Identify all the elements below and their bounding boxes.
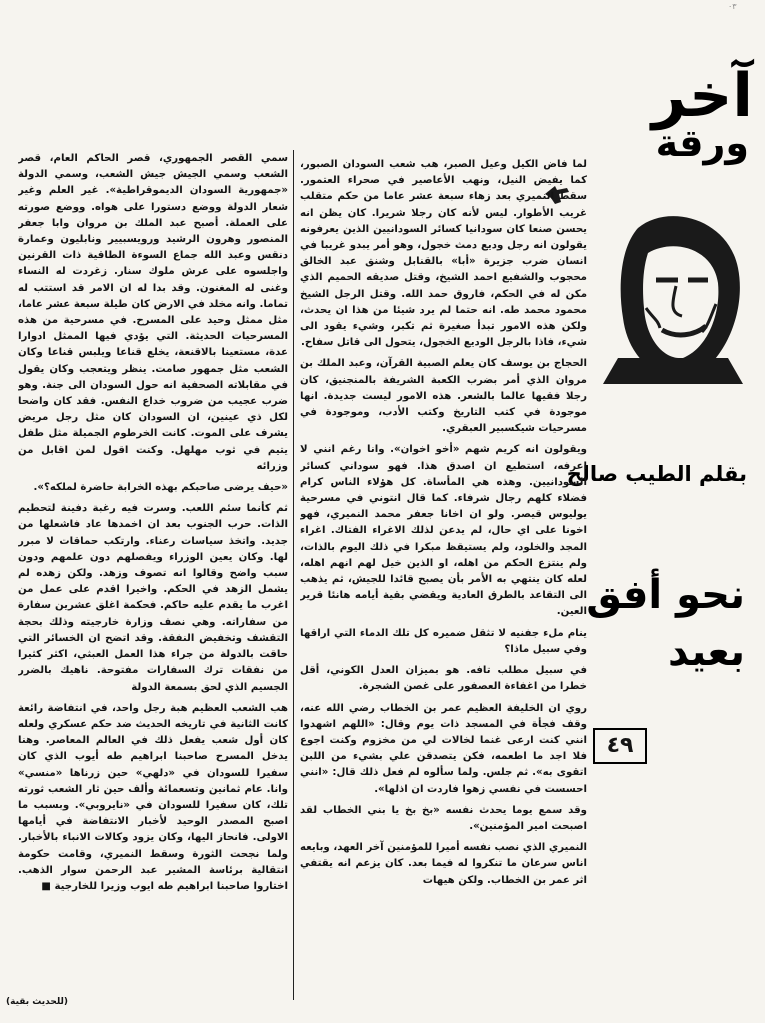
page-number: ٤٩ (593, 728, 647, 764)
section-title-line2: بعيد (667, 629, 745, 675)
author-byline: بقلم الطيب صالح (566, 462, 747, 486)
paragraph: هب الشعب العظيم هبة رجل واحد، في انتفاضة رائعة كانت الثانية في تاريخه الحديث ضد حكم عسكري ولعله كان أول شعب يفعل ذلك في العالم المعاصر. وهنا يدخل المسرح صاحبنا ابراهيم طه أيوب الذي كان سفيرا للسودان في «دلهي» حين زرناها «منسي» وانا. عام ثمانين وتسعمائة وألف حين ثار الشعب ثورته تلك، كان سفيرا للسودان في «نايروبي». وبسبب ما اصبح المصدر الوحيد لأخبار الانتفاضة في أيامها الاولى. فانحاز اليها، وكان يزود وكالات الانباء بالأخبار. ولما نجحت الثورة وسقط النميري، وقامت حكومة انتقالية برئاسة المشير عبد الرحمن سوار الذهب. اختاروا صاحبنا ابراهيم طه ايوب وزيرا للخارجية ■ (18, 702, 288, 892)
paragraph: سمي القصر الجمهوري، قصر الحاكم العام، قصر الشعب وسمي الجيش جيش الشعب، وسمي الدولة «جمهورية السودان الديموقراطية». غير العلم وغير شعار الدولة ووضع دستورا على هواه. ووضع صورته على العملة. أصبح عبد الملك بن مروان وابا جعفر المنصور وهرون الرشيد ورويسبيير ونابليون وعمارة دنقس وعبد الله جماع السوءة الطاقية ذات القرنين واجلسوه على عرش ملوك سنار. زغردت له النساء وغنى له المغنون. وقد بدا له ان الامر قد استتب له تماما. وانه مخلد في الارض كان طيلة سبعة عشر عاما، مثل ممثل وحيد على المسرح. في مسرحية من هذه المسرحيات الحديثة. التي يؤدي فيها الممثل ادوارا عدة، مستعينا بالاقنعة، يخلع قناعا ويلبس قناعا وكان الشعب مثل جمهور صامت. ينظر ويتعجب وكان يقول في مقابلاته الصحفية انه حول السودان الى جنة. وهو ضرب عجيب من ضروب خداع النفس. فقد كان واضحا لكل ذي عينين، ان السودان كان مثل رجل مريض يشرف على الموت. كانت الخرطوم الجميلة مثل طفل يتيم في ثوب مهلهل. وكنت اقول لمن اقابل من وزرائه (18, 153, 288, 472)
paragraph: وقد سمع يوما يحدث نفسه «بخ بخ يا بني الخطاب لقد اصبحت امير المؤمنين». (300, 804, 587, 832)
magazine-title-line2: ورقة (655, 121, 749, 165)
paragraph: الحجاج بن يوسف كان يعلم الصبية القرآن، وعبد الملك بن مروان الذي أمر بضرب الكعبة الشريفة بالمنجنيق، كان رجلا فقيها عالما بالشعر. هذه الامور ليست جديدة. انها موجودة في كتب التاريخ وكتب الأدب، وموجودة في مسرحيات شيكسبير العبقري. (300, 358, 587, 435)
author-portrait-icon (598, 208, 748, 384)
paragraph: النميري الذي نصب نفسه أميرا للمؤمنين آخر العهد، وبايعه اناس سرعان ما تنكروا له فيما بعد. كان يزعم انه يقتفي اثر عمر بن الخطاب. ولكن هيهات (300, 842, 587, 886)
magazine-title-line1: آخر (651, 61, 753, 131)
column-divider (293, 150, 294, 1000)
paragraph: روي ان الخليفة العظيم عمر بن الخطاب رضي الله عنه، وقف فجأة في المسجد ذات يوم وقال: «اللهم اشهدوا انني كنت ارعى غنما لخالات لي من مخزوم وكنت اجوع فلا اجد ما اطعمه، فكن يتصدقن علي بشيء من اللبن اتقوى به». ثم جلس. ولما سألوه لم فعل ذلك قال: «انني احسست في نفسي زهوا فاردت ان اذلها». (300, 702, 587, 795)
paragraph: في سبيل مطلب تافه. هو بميزان العدل الكوني، أقل خطرا من اغفاءة العصفور على غصن الشجرة. (300, 665, 587, 693)
paragraph: ويقولون انه كريم شهم «أخو اخوان». وانا رغم انني لا اعرفه، استطيع ان اصدق هذا. فهو سوداني كسائر السودانيين. وهذه هي المأساة. كل هؤلاء الناس كرام فضلاء كلهم رجال شرفاء. كما قال انتوني في مسرحية يوليوس قيصر. ولو ان اخانا جعفر محمد النميري، فهو اخونا على اي حال، لم يدعن لذلك الاغراء الفتاك. اغراء المجد والخلود، ولم يستيقظ مبكرا في ذلك اليوم بالذات، ولم ينتزع الحكم من اهله، او الذين خيل لهم انهم اهله، لعله كان ينتهي به الأمر بأن يصبح قائدا للجيش، ثم يذهب الى التقاعد بالطرق العادية ويقضي بقية أيامه هانئا قرير العين. (300, 444, 587, 618)
paragraph: ثم كأنما سئم اللعب. وسرت فيه رغبة دفينة لتحطيم الذات. حرب الجنوب بعد ان اخمدها عاد فاشعلها من جديد. واتخذ سياسات رعناء. وارتكب حماقات لا مبرر لها. وكان يعين الوزراء ويفصلهم دون علمهم ودون سبب واضح وقالوا انه تصوف وزهد. ولكن زهده لم يشمل الزهد في الحكم. واخيرا اقدم على عمل من اغرب ما يقدم عليه حاكم. فحكمة اغلق عشرين سفارة من سفاراته. وهي نصف وزارة خارجيته وذلك بحجة التقشف وتخفيض النفقة. وقد اتضح ان الخسائر التي حاقت بالدولة من جراء هذا العمل العبثي، اكثر كثيرا من نفقات ترك السفارات مفتوحة. ناهيك بالضرر الجسيم الذي لحق بسمعة الدولة (18, 503, 288, 693)
paragraph: «حيف يرضى صاحبكم بهذه الخرابة حاضرة لملكه؟». (33, 482, 288, 494)
paragraph: لما فاض الكيل وعيل الصبر، هب شعب السودان الصبور، كما يفيض النيل، ونهب الأعاصير في صحراء العتمور. سقط النميري بعد زهاء سبعة عشر عاما من حكم متقلب غريب الأطوار. ليس لأنه كان رجلا شريرا. كان يظن انه يحسن صنعا كان سودانيا كسائر السودانيين الذين يعرفونه يقولون انه رجل وديع دمث خجول، وهو أمر يبدو غريبا في انسان ضرب جزيرة «أبا» بالقنابل وشنق عبد الخالق محجوب والشفيع احمد الشيخ، وقتل صديقه الحميم الذي مكن له في الحكم، فاروق حمد الله. وقتل الرجل الشيخ محمود محمد طه. انه حتما لم يرد شيئا من هذا ان يحدث، ولكن هذه الامور تبدأ صغيرة ثم تكبر، وشيء يقود الى شيء، فاذا بالرجل الوديع الخجول، يتحول الى قاتل سفاح. (300, 159, 587, 349)
article-column-left (18, 151, 288, 996)
continued-note: (للحديث بقية) (6, 997, 68, 1007)
article-column-right (300, 157, 587, 1005)
corner-mark: ٠٣ (728, 2, 737, 11)
paragraph: ينام ملء جفنيه لا تثقل ضميره كل تلك الدماء التي اراقها وفي سبيل ماذا؟ (300, 627, 587, 655)
section-title-line1: نحو أفق (586, 572, 745, 618)
